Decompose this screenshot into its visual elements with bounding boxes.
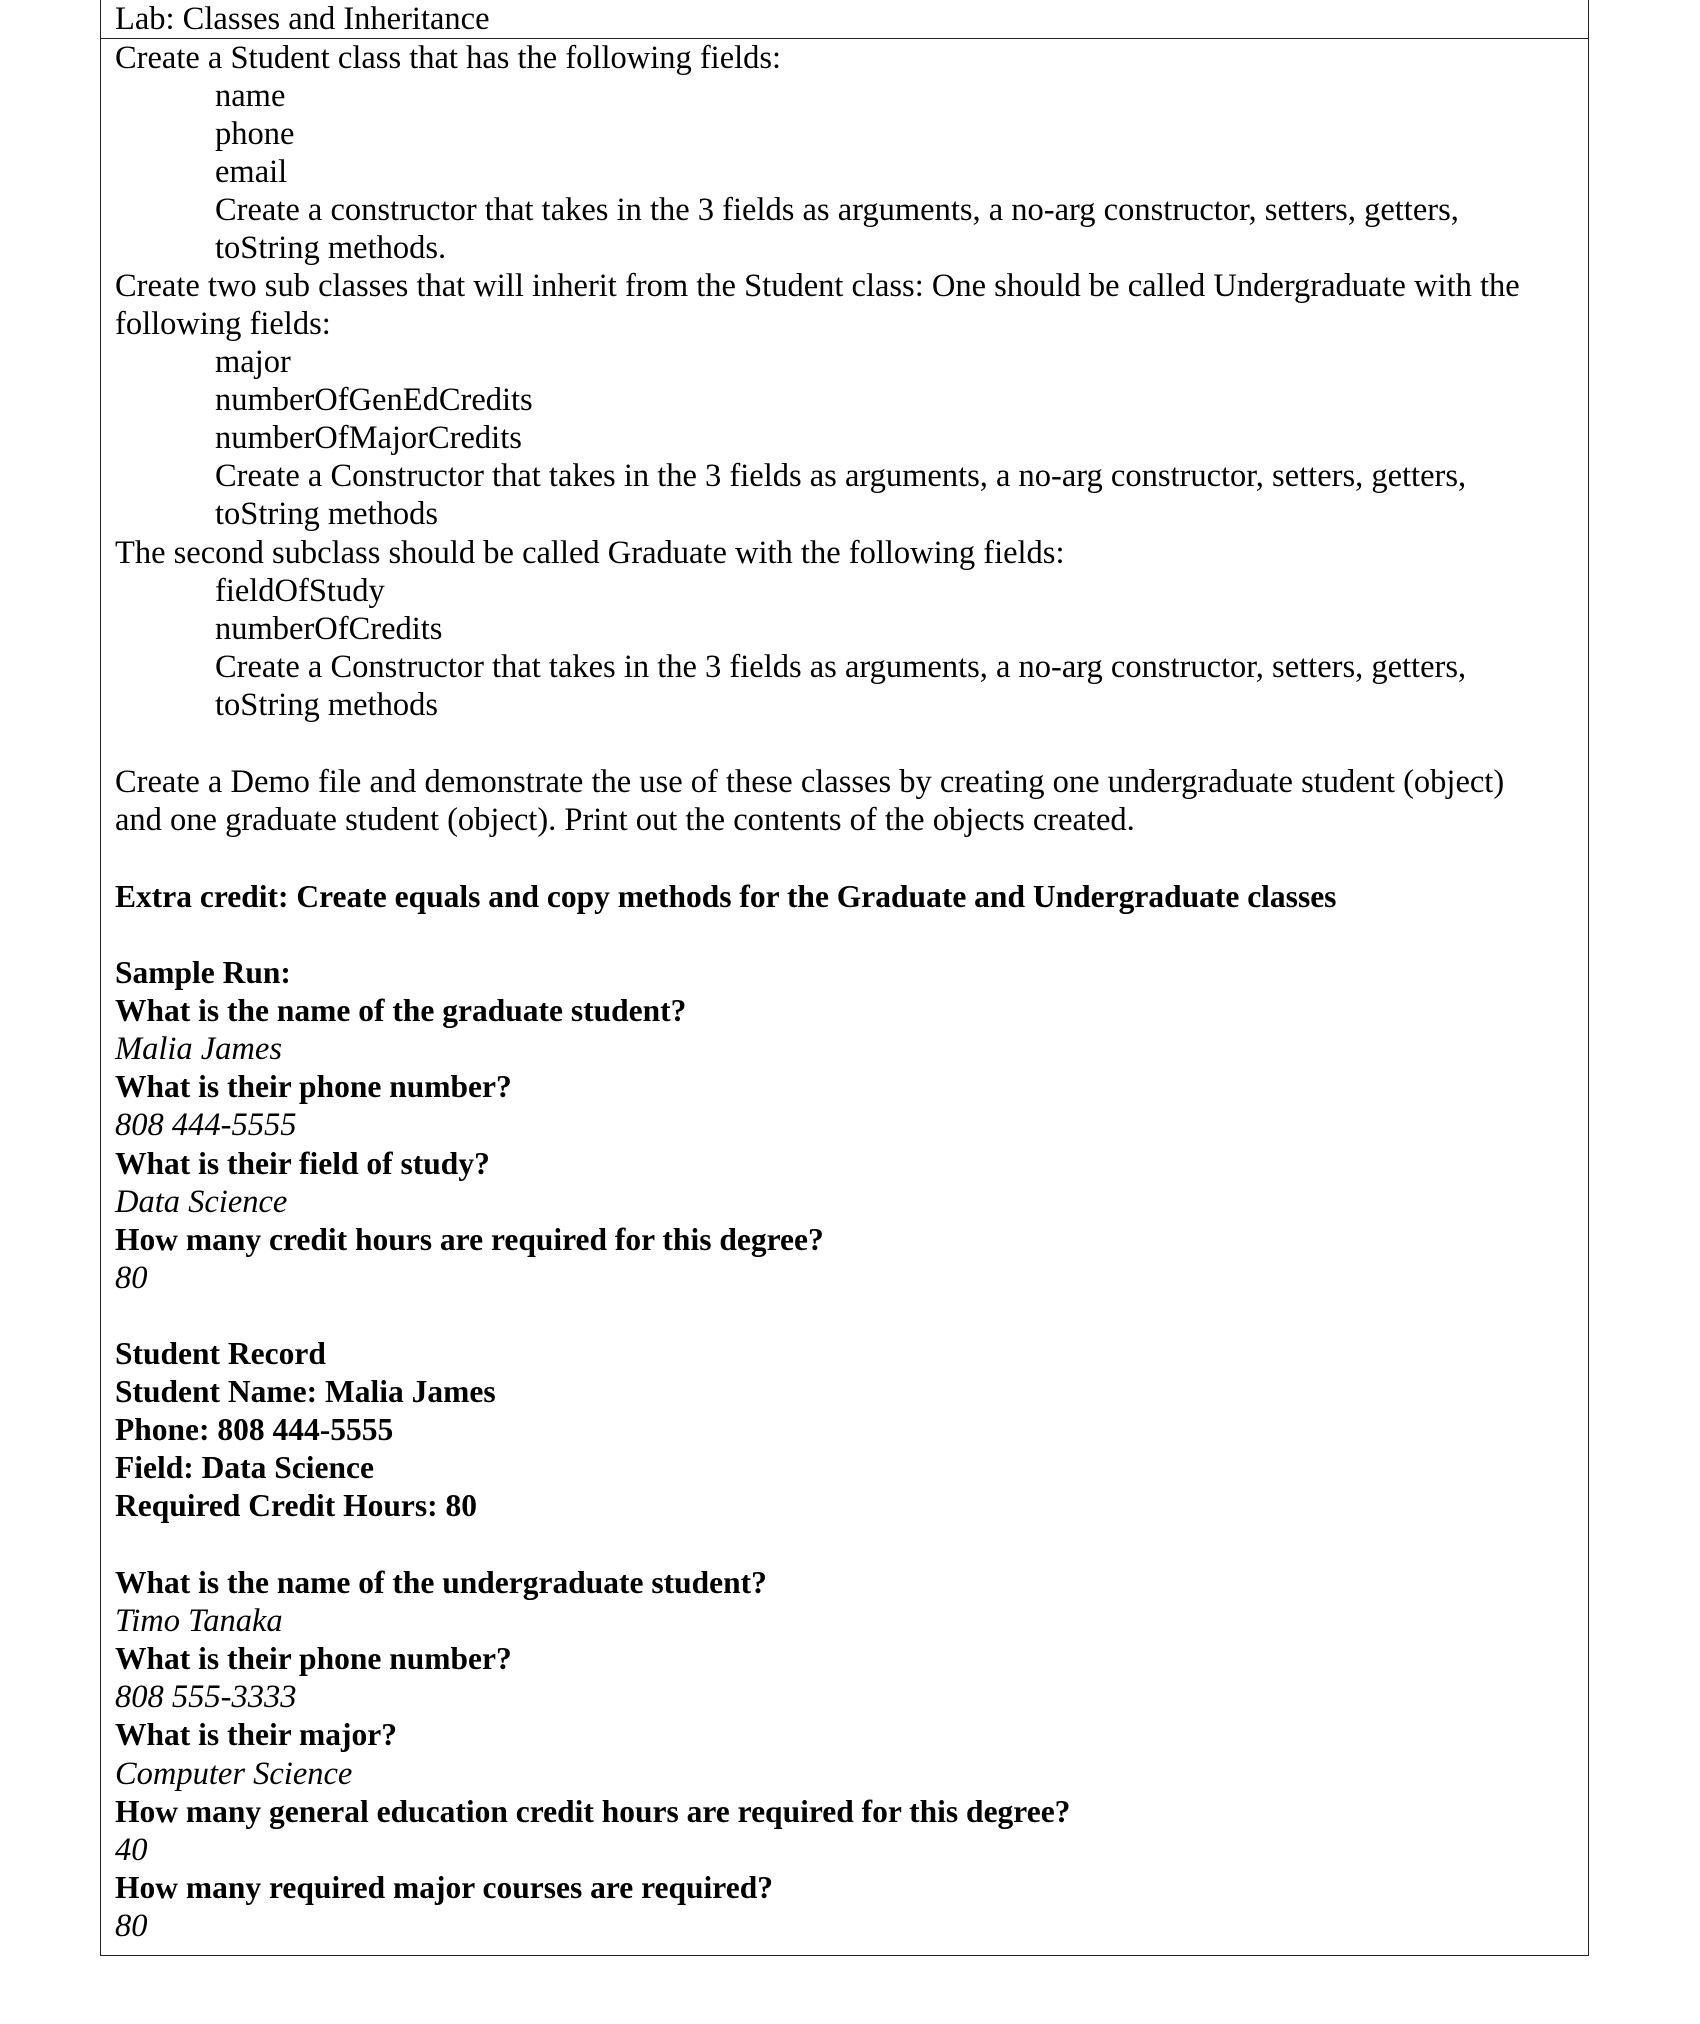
grad-a-credits: 80 [115,1260,148,1296]
undergraduate-intro-line2: following fields: [115,306,331,342]
grad-q-name: What is the name of the graduate student? [115,993,687,1028]
record-credits: Required Credit Hours: 80 [115,1488,477,1523]
header-row [101,0,1588,39]
undergraduate-constructor-line2: toString methods [215,496,438,532]
grad-q-field: What is their field of study? [115,1146,490,1181]
student-intro: Create a Student class that has the following fields: [115,40,782,76]
ugrad-a-phone: 808 555-3333 [115,1679,297,1715]
graduate-field-study: fieldOfStudy [215,573,385,609]
grad-a-name: Malia James [115,1031,282,1067]
undergraduate-intro-line1: Create two sub classes that will inherit from the Student class: One should be called Undergraduate with the [115,268,1520,304]
undergraduate-field-majorcredits: numberOfMajorCredits [215,420,522,456]
student-field-name: name [215,78,286,114]
ugrad-q-gened: How many general education credit hours are required for this degree? [115,1794,1071,1829]
grad-q-credits: How many credit hours are required for this degree? [115,1222,824,1257]
student-field-phone: phone [215,116,295,152]
graduate-field-credits: numberOfCredits [215,611,443,647]
ugrad-a-majorcourses: 80 [115,1908,148,1944]
sample-run-heading: Sample Run: [115,955,291,990]
ugrad-a-gened: 40 [115,1832,148,1868]
undergraduate-field-gened: numberOfGenEdCredits [215,382,533,418]
extra-credit: Extra credit: Create equals and copy methods for the Graduate and Undergraduate classes [115,879,1337,914]
student-constructor-line2: toString methods. [215,230,447,266]
record-field: Field: Data Science [115,1450,374,1485]
ugrad-q-name: What is the name of the undergraduate student? [115,1565,767,1600]
grad-a-phone: 808 444-5555 [115,1107,297,1143]
graduate-intro: The second subclass should be called Graduate with the following fields: [115,535,1065,571]
record-name: Student Name: Malia James [115,1374,496,1409]
record-phone: Phone: 808 444-5555 [115,1412,394,1447]
record-heading: Student Record [115,1336,326,1371]
grad-q-phone: What is their phone number? [115,1069,512,1104]
ugrad-q-majorcourses: How many required major courses are required? [115,1870,773,1905]
demo-line1: Create a Demo file and demonstrate the use of these classes by creating one undergraduate student (object) [115,764,1505,800]
student-field-email: email [215,154,288,190]
document-table [100,0,1589,1956]
lab-title: Lab: Classes and Inheritance [115,1,490,37]
ugrad-a-name: Timo Tanaka [115,1603,283,1639]
student-constructor-line1: Create a constructor that takes in the 3 fields as arguments, a no-arg constructor, setters, getters, [215,192,1459,228]
ugrad-q-major: What is their major? [115,1717,398,1752]
ugrad-a-major: Computer Science [115,1756,353,1792]
undergraduate-constructor-line1: Create a Constructor that takes in the 3 fields as arguments, a no-arg constructor, setters, getters, [215,458,1467,494]
graduate-constructor-line1: Create a Constructor that takes in the 3 fields as arguments, a no-arg constructor, setters, getters, [215,649,1467,685]
grad-a-field: Data Science [115,1184,288,1220]
graduate-constructor-line2: toString methods [215,687,438,723]
ugrad-q-phone: What is their phone number? [115,1641,512,1676]
demo-line2: and one graduate student (object). Print out the contents of the objects created. [115,802,1135,838]
undergraduate-field-major: major [215,344,291,380]
